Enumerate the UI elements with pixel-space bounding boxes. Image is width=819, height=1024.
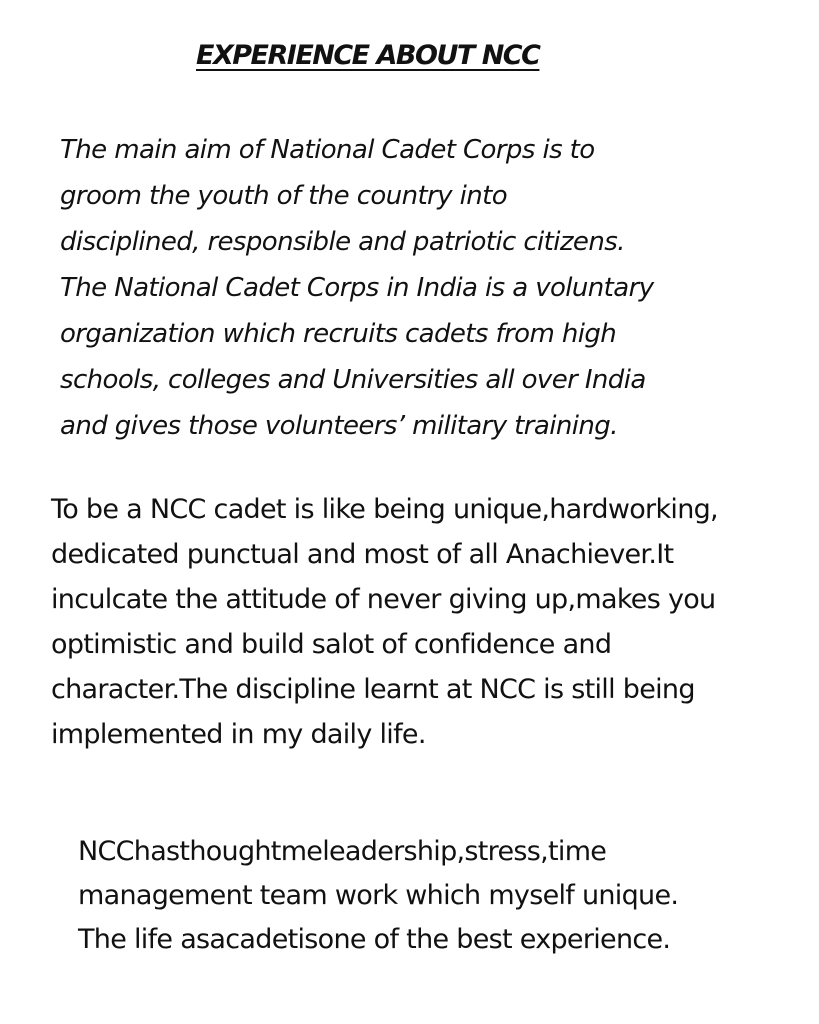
paragraph-line: inculcate the attitude of never giving up,makes you xyxy=(51,584,716,615)
paragraph-line: implemented in my daily life. xyxy=(51,719,426,750)
intro-line: organization which recruits cadets from high xyxy=(60,319,617,349)
paragraph-line: character.The discipline learnt at NCC is still being xyxy=(51,674,695,705)
paragraph-line: The life asacadetisone of the best experience. xyxy=(78,924,671,955)
intro-line: groom the youth of the country into xyxy=(60,181,508,211)
intro-line: The National Cadet Corps in India is a voluntary xyxy=(60,273,654,303)
closing-paragraph xyxy=(78,830,678,962)
page-title: EXPERIENCE ABOUT NCC xyxy=(196,40,540,71)
paragraph-line: optimistic and build salot of confidence and xyxy=(51,629,612,660)
intro-paragraph xyxy=(60,127,654,449)
intro-line: The main aim of National Cadet Corps is to xyxy=(60,135,595,165)
intro-line: schools, colleges and Universities all over India xyxy=(60,365,646,395)
intro-line: and gives those volunteers’ military training. xyxy=(60,411,618,441)
paragraph-line: dedicated punctual and most of all Anachiever.It xyxy=(51,539,674,570)
paragraph-line: management team work which myself unique. xyxy=(78,880,679,911)
paragraph-line: NCChasthoughtmeleadership,stress,time xyxy=(78,836,607,867)
intro-line: disciplined, responsible and patriotic citizens. xyxy=(60,227,625,257)
paragraph-line: To be a NCC cadet is like being unique,hardworking, xyxy=(51,494,718,525)
experience-paragraph xyxy=(51,487,718,757)
